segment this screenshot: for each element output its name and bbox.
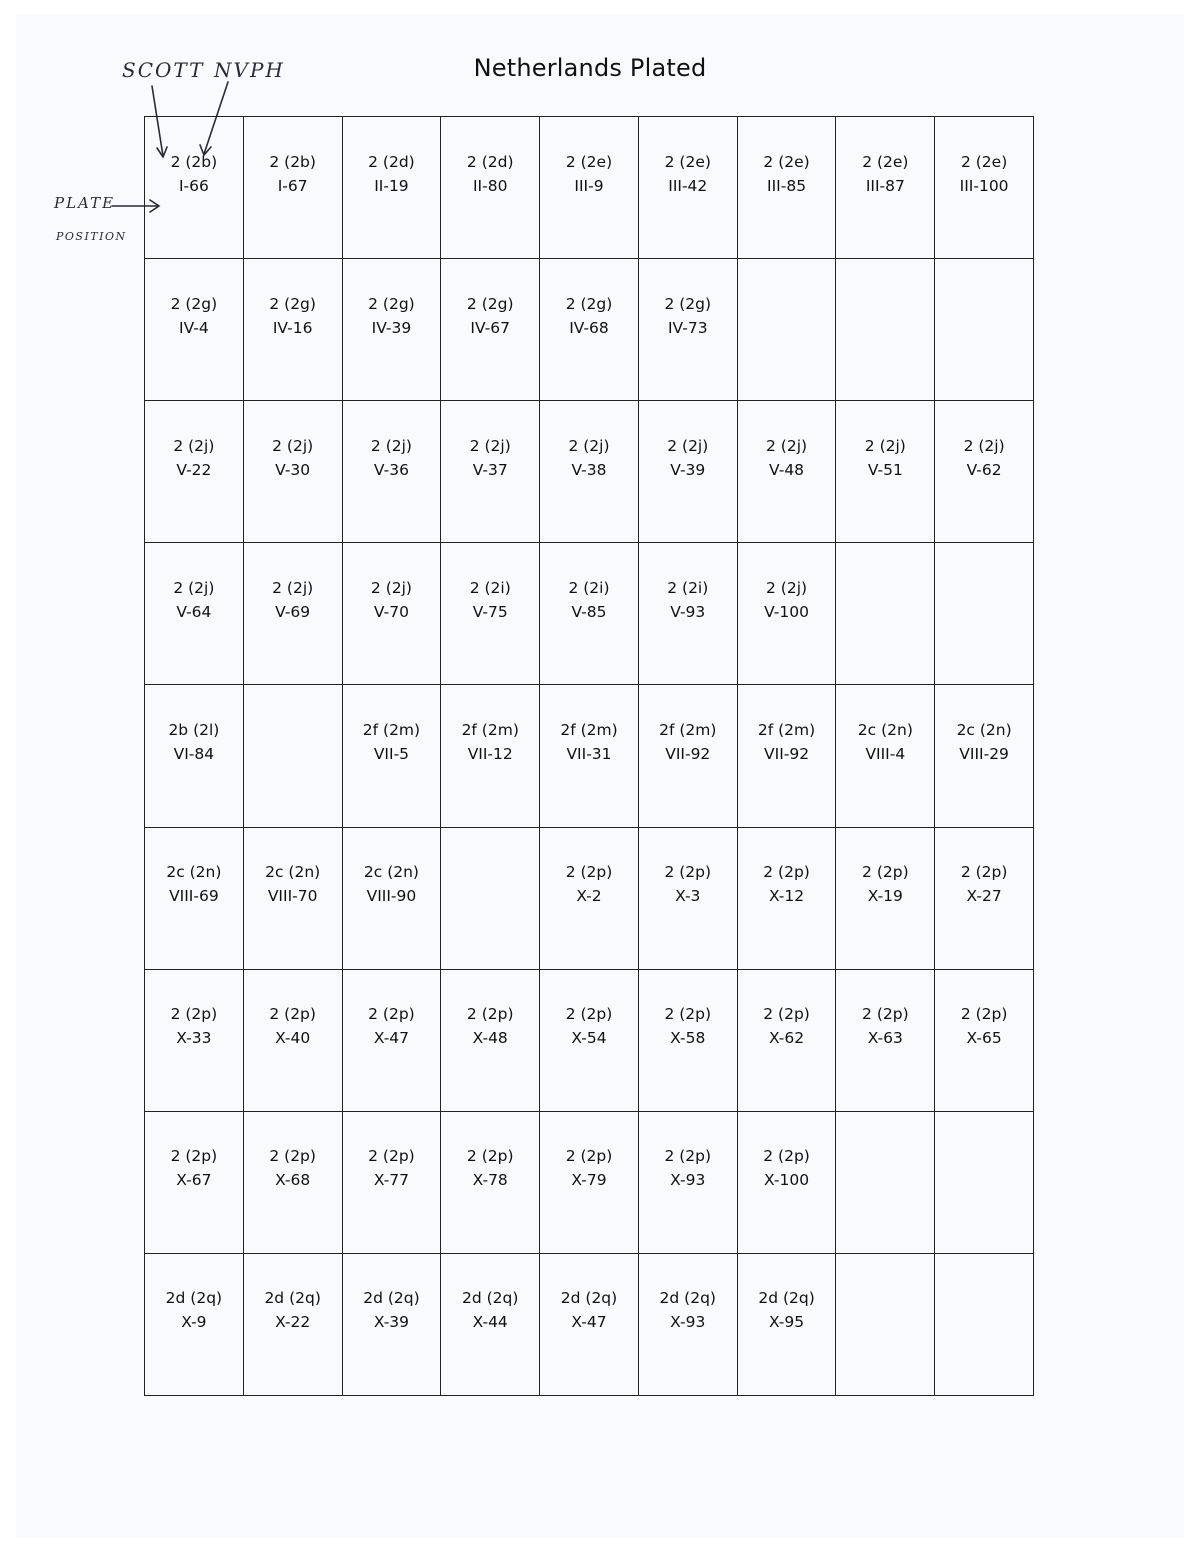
catalog-number: 2d (2q): [560, 1289, 618, 1308]
catalog-number: 2 (2j): [667, 436, 709, 455]
grid-cell: [244, 1112, 343, 1254]
grid-cell: [343, 828, 442, 970]
catalog-number: 2 (2p): [170, 1147, 218, 1166]
catalog-number: 2 (2e): [960, 152, 1008, 171]
grid-cell: [441, 117, 540, 259]
plate-position: X-12: [768, 887, 805, 906]
plate-position: II-80: [472, 176, 508, 195]
grid-cell: [935, 401, 1034, 543]
catalog-number: 2f (2m): [461, 720, 519, 739]
grid-cell: [145, 685, 244, 827]
grid-cell: [738, 970, 837, 1112]
catalog-number: 2 (2d): [466, 152, 514, 171]
grid-cell: [145, 401, 244, 543]
catalog-number: 2 (2g): [565, 294, 613, 313]
plate-position: V-30: [275, 460, 311, 479]
grid-cell: [935, 685, 1034, 827]
catalog-number: 2 (2p): [269, 1147, 316, 1166]
plate-position: V-48: [769, 460, 805, 479]
catalog-number: 2f (2m): [757, 720, 816, 739]
catalog-number: 2 (2g): [466, 294, 514, 313]
grid-cell: [836, 828, 935, 970]
plate-position: V-69: [275, 602, 311, 621]
plate-position: X-44: [472, 1313, 508, 1332]
plate-position: IV-16: [272, 318, 313, 337]
handwritten-nvph-label: NVPH: [214, 58, 285, 82]
grid-cell: [441, 1112, 540, 1254]
catalog-number: 2 (2d): [368, 152, 415, 171]
grid-cell: [540, 543, 639, 685]
grid-cell: [738, 685, 837, 827]
grid-cell: [540, 685, 639, 827]
plate-position: VI-84: [173, 744, 215, 763]
plate-position: X-39: [373, 1313, 410, 1332]
grid-cell: [441, 970, 540, 1112]
grid-cell: [441, 259, 540, 401]
catalog-number: 2 (2p): [664, 863, 712, 882]
catalog-number: 2 (2j): [568, 436, 610, 455]
grid-cell: [738, 1112, 837, 1254]
plate-position: VIII-90: [366, 887, 417, 906]
grid-cell: [540, 259, 639, 401]
plate-position: III-85: [767, 176, 807, 195]
grid-cell: [639, 970, 738, 1112]
catalog-number: 2 (2p): [763, 863, 810, 882]
plate-position: IV-67: [470, 318, 511, 337]
plate-position: X-63: [867, 1029, 903, 1048]
grid-cell: [145, 117, 244, 259]
grid-cell: [441, 828, 540, 970]
catalog-number: 2d (2q): [363, 1289, 420, 1308]
plate-position: X-47: [571, 1313, 607, 1332]
catalog-number: 2 (2p): [960, 1005, 1008, 1024]
plate-position: X-27: [966, 887, 1002, 906]
plate-position: X-47: [373, 1029, 410, 1048]
grid-cell: [540, 828, 639, 970]
plate-position: I-67: [277, 176, 308, 195]
catalog-number: 2 (2b): [269, 152, 316, 171]
grid-cell: [244, 828, 343, 970]
catalog-number: 2d (2q): [758, 1289, 815, 1308]
grid-cell: [441, 685, 540, 827]
grid-cell: [441, 543, 540, 685]
handwritten-position-label: POSITION: [56, 230, 127, 243]
catalog-number: 2 (2e): [565, 152, 613, 171]
plate-position: X-77: [373, 1171, 410, 1190]
catalog-number: 2 (2i): [568, 578, 610, 597]
grid-cell: [540, 970, 639, 1112]
catalog-number: 2 (2g): [170, 294, 218, 313]
plate-position: X-62: [768, 1029, 805, 1048]
grid-cell: [738, 117, 837, 259]
plate-position: X-33: [176, 1029, 212, 1048]
grid-cell: [836, 543, 935, 685]
grid-cell: [639, 685, 738, 827]
grid-cell: [441, 1254, 540, 1396]
grid-cell: [244, 259, 343, 401]
plate-position: V-70: [373, 602, 409, 621]
plate-position: X-93: [670, 1313, 706, 1332]
grid-cell: [540, 1112, 639, 1254]
grid-cell: [540, 117, 639, 259]
grid-cell: [343, 117, 442, 259]
plate-position: VIII-69: [169, 887, 219, 906]
plate-position: V-64: [176, 602, 212, 621]
catalog-number: 2 (2j): [864, 436, 906, 455]
plate-position: VIII-70: [267, 887, 318, 906]
plate-position: IV-4: [179, 318, 209, 337]
grid-cell: [639, 259, 738, 401]
grid-cell: [244, 970, 343, 1112]
catalog-number: 2 (2p): [763, 1005, 810, 1024]
plate-position: X-40: [275, 1029, 311, 1048]
catalog-number: 2f (2m): [659, 720, 717, 739]
grid-cell: [836, 401, 935, 543]
plate-position: X-22: [275, 1313, 311, 1332]
plate-position: IV-39: [371, 318, 412, 337]
catalog-number: 2 (2p): [466, 1005, 514, 1024]
grid-cell: [935, 259, 1034, 401]
grid-cell: [935, 970, 1034, 1112]
handwritten-plate-label: PLATE: [54, 194, 116, 212]
catalog-number: 2 (2g): [269, 294, 316, 313]
catalog-number: 2 (2g): [664, 294, 712, 313]
plate-position: V-85: [571, 602, 607, 621]
plate-position: V-93: [670, 602, 706, 621]
catalog-number: 2c (2n): [956, 720, 1012, 739]
plate-position: VII-92: [665, 744, 711, 763]
plate-position: X-58: [670, 1029, 706, 1048]
grid-cell: [935, 828, 1034, 970]
grid-cell: [343, 685, 442, 827]
grid-cell: [935, 1112, 1034, 1254]
catalog-number: 2 (2p): [862, 1005, 909, 1024]
catalog-number: 2 (2p): [862, 863, 909, 882]
grid-cell: [540, 1254, 639, 1396]
catalog-number: 2 (2j): [370, 436, 412, 455]
grid-cell: [145, 259, 244, 401]
catalog-number: 2 (2p): [664, 1147, 712, 1166]
catalog-number: 2 (2e): [664, 152, 711, 171]
grid-cell: [441, 401, 540, 543]
catalog-number: 2 (2e): [862, 152, 909, 171]
grid-cell: [639, 401, 738, 543]
grid-cell: [836, 1112, 935, 1254]
catalog-number: 2c (2n): [166, 863, 222, 882]
grid-cell: [639, 1112, 738, 1254]
catalog-number: 2 (2p): [368, 1005, 415, 1024]
grid-cell: [244, 543, 343, 685]
plate-position: III-42: [668, 176, 708, 195]
catalog-number: 2 (2j): [766, 436, 808, 455]
grid-cell: [145, 543, 244, 685]
stamp-plating-grid: [144, 116, 1034, 1396]
plate-position: X-48: [472, 1029, 508, 1048]
handwritten-scott-label: SCOTT: [122, 58, 205, 82]
plate-position: V-22: [176, 460, 212, 479]
catalog-number: 2 (2p): [565, 1147, 613, 1166]
catalog-number: 2 (2j): [766, 578, 808, 597]
plate-position: V-39: [670, 460, 706, 479]
plate-position: III-87: [865, 176, 905, 195]
catalog-number: 2 (2i): [469, 578, 511, 597]
grid-cell: [145, 970, 244, 1112]
catalog-number: 2c (2n): [363, 863, 419, 882]
catalog-number: 2 (2j): [173, 436, 215, 455]
catalog-number: 2 (2p): [565, 1005, 613, 1024]
grid-cell: [935, 1254, 1034, 1396]
grid-cell: [244, 117, 343, 259]
plate-position: X-68: [275, 1171, 311, 1190]
grid-cell: [738, 259, 837, 401]
grid-cell: [935, 543, 1034, 685]
catalog-number: 2 (2p): [664, 1005, 712, 1024]
catalog-number: 2 (2j): [272, 436, 314, 455]
plate-position: X-67: [176, 1171, 212, 1190]
plate-position: III-100: [959, 176, 1009, 195]
grid-cell: [738, 1254, 837, 1396]
plate-position: X-79: [571, 1171, 607, 1190]
plate-position: V-37: [472, 460, 508, 479]
grid-cell: [836, 117, 935, 259]
grid-cell: [836, 1254, 935, 1396]
plate-position: VII-92: [764, 744, 810, 763]
plate-position: X-54: [571, 1029, 607, 1048]
grid-cell: [639, 543, 738, 685]
plate-position: X-9: [181, 1313, 207, 1332]
plate-position: VII-5: [373, 744, 410, 763]
catalog-number: 2d (2q): [165, 1289, 223, 1308]
plate-position: X-93: [670, 1171, 706, 1190]
plate-position: X-65: [966, 1029, 1002, 1048]
grid-cell: [639, 117, 738, 259]
grid-cell: [639, 1254, 738, 1396]
catalog-number: 2 (2p): [170, 1005, 218, 1024]
catalog-number: 2 (2p): [763, 1147, 810, 1166]
catalog-number: 2 (2p): [565, 863, 613, 882]
plate-position: V-36: [373, 460, 409, 479]
grid-cell: [145, 1112, 244, 1254]
plate-position: V-62: [966, 460, 1002, 479]
plate-position: VIII-29: [959, 744, 1009, 763]
plate-position: VII-12: [467, 744, 513, 763]
catalog-number: 2 (2p): [960, 863, 1008, 882]
catalog-number: 2d (2q): [462, 1289, 519, 1308]
plate-position: V-38: [571, 460, 607, 479]
plate-position: V-100: [764, 602, 809, 621]
grid-cell: [343, 259, 442, 401]
grid-cell: [244, 685, 343, 827]
grid-cell: [244, 401, 343, 543]
page-title: Netherlands Plated: [473, 54, 707, 82]
grid-cell: [836, 970, 935, 1112]
plate-position: IV-68: [569, 318, 609, 337]
grid-cell: [738, 543, 837, 685]
catalog-number: 2 (2j): [469, 436, 511, 455]
plate-position: X-95: [768, 1313, 805, 1332]
plate-position: X-19: [867, 887, 903, 906]
catalog-number: 2 (2i): [667, 578, 709, 597]
plate-position: I-66: [178, 176, 209, 195]
plate-position: X-3: [675, 887, 701, 906]
grid-cell: [343, 543, 442, 685]
grid-cell: [343, 401, 442, 543]
grid-cell: [145, 828, 244, 970]
catalog-number: 2c (2n): [265, 863, 321, 882]
catalog-number: 2b (2l): [168, 720, 220, 739]
grid-cell: [145, 1254, 244, 1396]
catalog-number: 2 (2j): [272, 578, 314, 597]
catalog-number: 2 (2j): [173, 578, 215, 597]
catalog-number: 2 (2b): [170, 152, 218, 171]
catalog-number: 2 (2j): [963, 436, 1005, 455]
grid-cell: [343, 970, 442, 1112]
plate-position: IV-73: [667, 318, 708, 337]
grid-cell: [244, 1254, 343, 1396]
catalog-number: 2c (2n): [857, 720, 913, 739]
grid-cell: [343, 1112, 442, 1254]
plate-position: X-2: [576, 887, 602, 906]
grid-cell: [836, 259, 935, 401]
grid-cell: [935, 117, 1034, 259]
grid-cell: [738, 401, 837, 543]
catalog-number: 2 (2p): [269, 1005, 316, 1024]
catalog-number: 2d (2q): [264, 1289, 321, 1308]
catalog-number: 2f (2m): [560, 720, 618, 739]
grid-cell: [540, 401, 639, 543]
catalog-number: 2d (2q): [659, 1289, 716, 1308]
plate-position: V-75: [472, 602, 508, 621]
catalog-number: 2 (2e): [763, 152, 810, 171]
plate-position: III-9: [574, 176, 604, 195]
plate-position: II-19: [374, 176, 409, 195]
plate-position: VII-31: [566, 744, 612, 763]
grid-cell: [836, 685, 935, 827]
catalog-number: 2f (2m): [362, 720, 421, 739]
grid-cell: [738, 828, 837, 970]
plate-position: V-51: [867, 460, 903, 479]
plate-position: X-78: [472, 1171, 508, 1190]
plate-position: X-100: [764, 1171, 810, 1190]
grid-cell: [343, 1254, 442, 1396]
catalog-number: 2 (2p): [368, 1147, 415, 1166]
grid-cell: [639, 828, 738, 970]
catalog-number: 2 (2g): [368, 294, 415, 313]
catalog-number: 2 (2p): [466, 1147, 514, 1166]
plate-position: VIII-4: [865, 744, 906, 763]
catalog-number: 2 (2j): [370, 578, 412, 597]
